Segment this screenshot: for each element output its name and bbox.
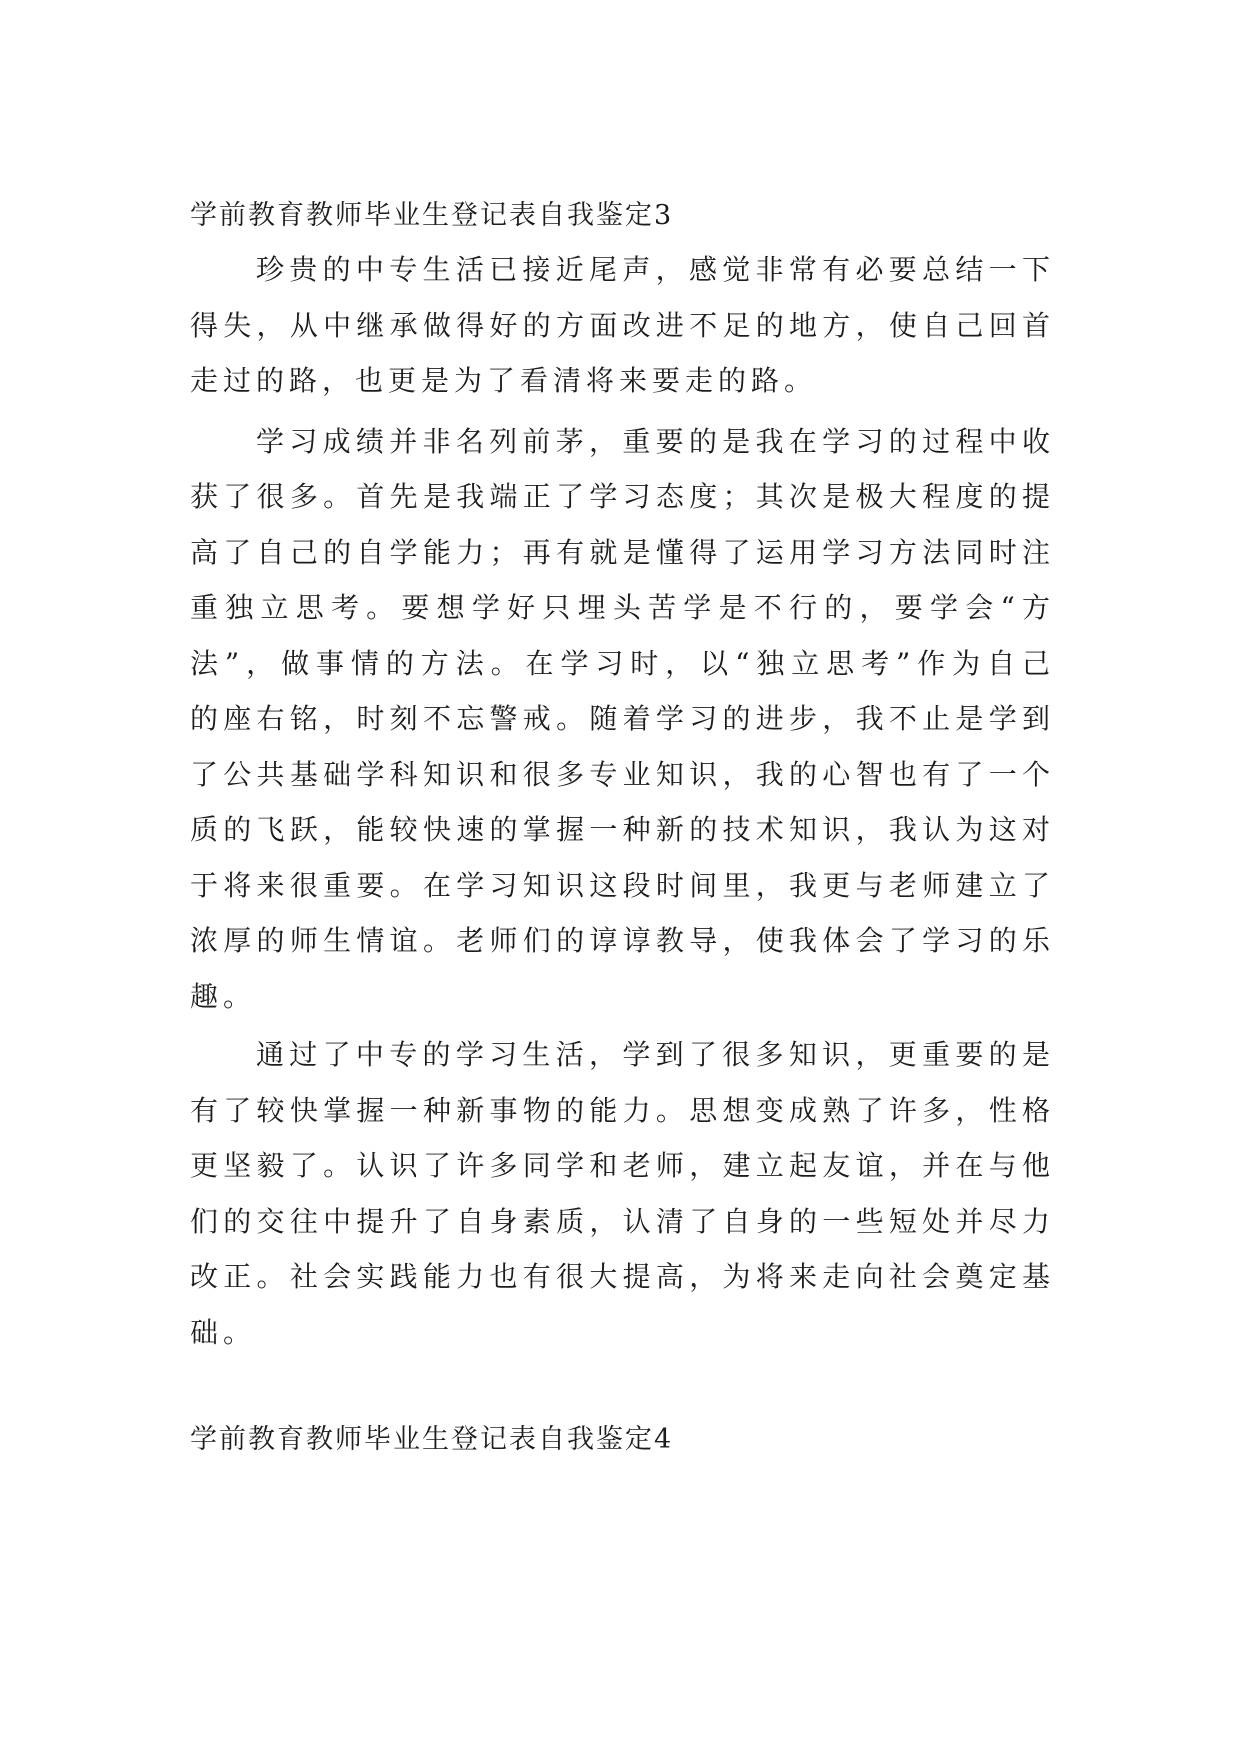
paragraph bbox=[190, 1027, 1050, 1360]
paragraph-line: 高了自己的自学能力；再有就是懂得了运用学习方法同时注 bbox=[190, 535, 1050, 569]
paragraph-line: 更坚毅了。认识了许多同学和老师，建立起友谊，并在与他 bbox=[190, 1149, 1050, 1182]
paragraph-line: 珍贵的中专生活已接近尾声，感觉非常有必要总结一下 bbox=[256, 253, 1050, 286]
paragraph-line: 们的交往中提升了自身素质，认清了自身的一些短处并尽力 bbox=[190, 1204, 1050, 1238]
section-self-assessment-4 bbox=[190, 1414, 1050, 1466]
paragraph-line: 质的飞跃，能较快速的掌握一种新的技术知识，我认为这对 bbox=[190, 813, 1050, 846]
paragraph-line: 重独立思考。要想学好只埋头苦学是不行的，要学会“方 bbox=[190, 591, 1050, 624]
paragraph bbox=[190, 242, 1050, 409]
paragraph-line: 学习成绩并非名列前茅，重要的是我在学习的过程中收 bbox=[256, 424, 1050, 458]
paragraph bbox=[190, 414, 1050, 1025]
section-heading: 学前教育教师毕业生登记表自我鉴定3 bbox=[190, 200, 674, 231]
section-self-assessment-3 bbox=[190, 190, 1050, 1360]
section-heading: 学前教育教师毕业生登记表自我鉴定4 bbox=[190, 1424, 674, 1455]
paragraph-line: 获了很多。首先是我端正了学习态度；其次是极大程度的提 bbox=[190, 480, 1050, 513]
paragraph-line: 趣。 bbox=[190, 979, 257, 1013]
paragraph-line: 通过了中专的学习生活，学到了很多知识，更重要的是 bbox=[256, 1038, 1050, 1071]
paragraph-line: 了公共基础学科知识和很多专业知识，我的心智也有了一个 bbox=[190, 757, 1050, 791]
paragraph-line: 得失，从中继承做得好的方面改进不足的地方，使自己回首 bbox=[190, 308, 1050, 342]
paragraph-line: 改正。社会实践能力也有很大提高，为将来走向社会奠定基 bbox=[190, 1260, 1050, 1293]
paragraph-line: 的座右铭，时刻不忘警戒。随着学习的进步，我不止是学到 bbox=[190, 702, 1050, 735]
paragraph-line: 有了较快掌握一种新事物的能力。思想变成熟了许多，性格 bbox=[190, 1093, 1050, 1127]
paragraph-line: 浓厚的师生情谊。老师们的谆谆教导，使我体会了学习的乐 bbox=[190, 924, 1050, 957]
paragraph-line: 法”，做事情的方法。在学习时，以“独立思考”作为自己 bbox=[190, 646, 1050, 680]
paragraph-line: 于将来很重要。在学习知识这段时间里，我更与老师建立了 bbox=[190, 868, 1050, 902]
document-page bbox=[190, 190, 1050, 1466]
paragraph-line: 础。 bbox=[190, 1315, 257, 1349]
paragraph-line: 走过的路，也更是为了看清将来要走的路。 bbox=[190, 364, 818, 397]
